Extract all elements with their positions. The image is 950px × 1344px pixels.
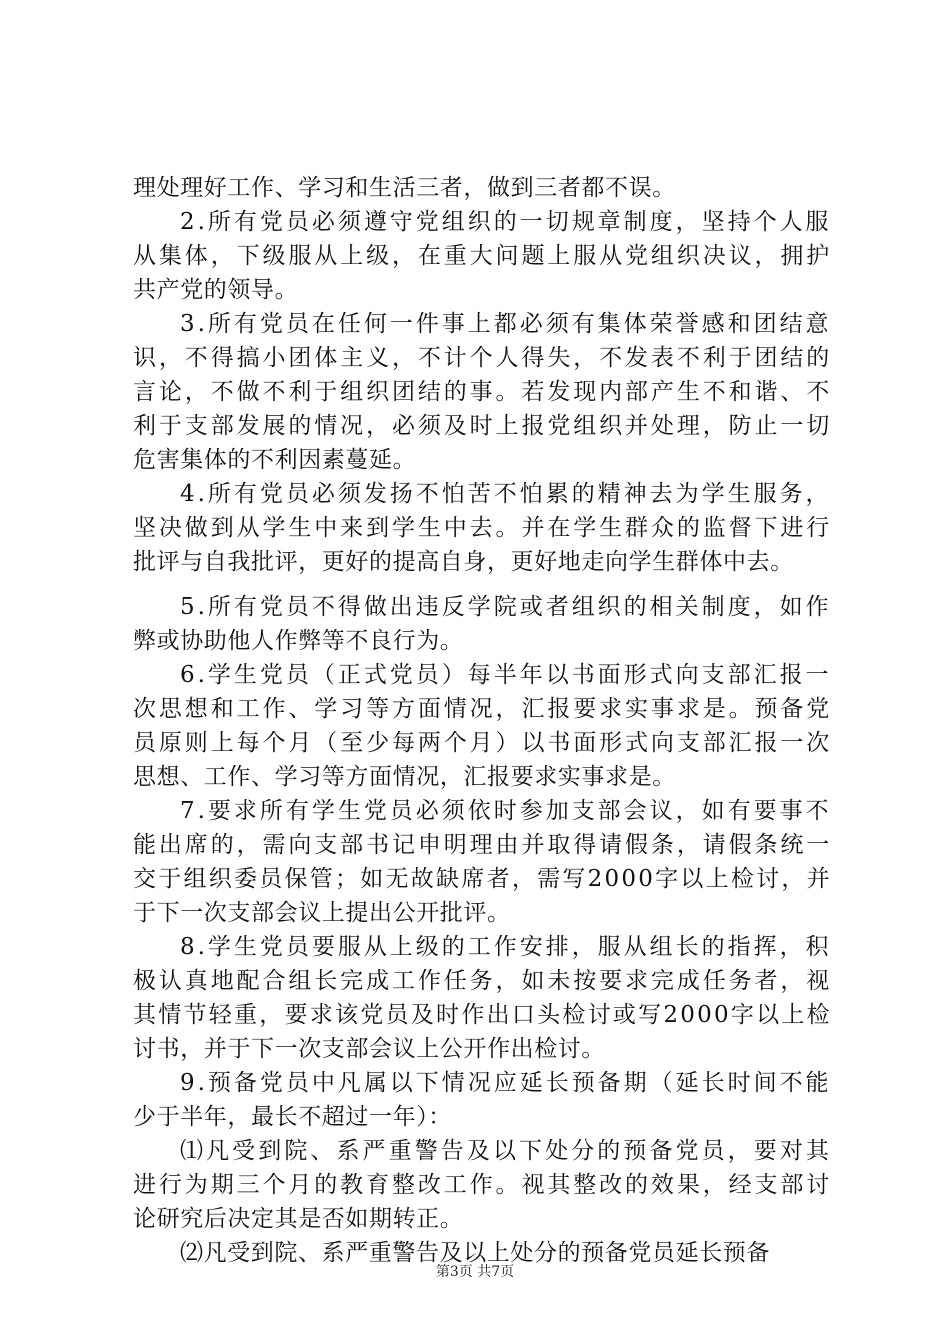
text-line: 共产党的领导。 <box>133 277 299 303</box>
page-footer: 第3页 共7页 <box>435 1264 515 1280</box>
text-line: 思想、工作、学习等方面情况，汇报要求实事求是。 <box>133 764 676 790</box>
text-line: 利于支部发展的情况，必须及时上报党组织并处理，防止一切 <box>133 413 833 439</box>
text-line: 弊或协助他人作弊等不良行为。 <box>133 628 464 654</box>
text-line: 进行为期三个月的教育整改工作。视其整改的效果，经支部讨 <box>133 1172 833 1198</box>
text-line: 4.所有党员必须发扬不怕苦不怕累的精神去为学生服务， <box>180 481 832 507</box>
text-line: ⑴凡受到院、系严重警告及以下处分的预备党员，要对其 <box>180 1138 832 1164</box>
text-line: 次思想和工作、学习等方面情况，汇报要求实事求是。预备党 <box>133 696 833 722</box>
text-line: 讨书，并于下一次支部会议上公开作出检讨。 <box>133 1036 605 1062</box>
text-line: 其情节轻重，要求该党员及时作出口头检讨或写2000字以上检 <box>133 1002 832 1028</box>
text-line: 员原则上每个月（至少每两个月）以书面形式向支部汇报一次 <box>133 730 833 756</box>
text-line: 危害集体的不利因素蔓延。 <box>133 447 417 473</box>
text-line: 9.预备党员中凡属以下情况应延长预备期（延长时间不能 <box>180 1070 832 1096</box>
text-line: 6.学生党员（正式党员）每半年以书面形式向支部汇报一 <box>180 662 832 688</box>
text-line: 批评与自我批评，更好的提高自身，更好地走向学生群体中去。 <box>133 549 794 575</box>
text-line: 交于组织委员保管；如无故缺席者，需写2000字以上检讨，并 <box>133 866 832 892</box>
text-line: 8.学生党员要服从上级的工作安排，服从组长的指挥，积 <box>180 934 832 960</box>
text-line: ⑵凡受到院、系严重警告及以上处分的预备党员延长预备 <box>180 1240 770 1266</box>
text-line: 于下一次支部会议上提出公开批评。 <box>133 900 511 926</box>
text-line: 5.所有党员不得做出违反学院或者组织的相关制度，如作 <box>180 594 832 620</box>
text-line: 极认真地配合组长完成工作任务，如未按要求完成任务者，视 <box>133 968 833 994</box>
text-line: 少于半年，最长不超过一年）： <box>133 1104 452 1130</box>
text-line: 论研究后决定其是否如期转正。 <box>133 1206 464 1232</box>
text-line: 从集体，下级服从上级，在重大问题上服从党组织决议，拥护 <box>133 243 833 269</box>
text-line: 理处理好工作、学习和生活三者，做到三者都不误。 <box>133 175 676 201</box>
text-line: 2.所有党员必须遵守党组织的一切规章制度，坚持个人服 <box>180 209 832 235</box>
text-line: 坚决做到从学生中来到学生中去。并在学生群众的监督下进行 <box>133 515 833 541</box>
text-line: 言论，不做不利于组织团结的事。若发现内部产生不和谐、不 <box>133 379 833 405</box>
text-line: 能出席的，需向支部书记申明理由并取得请假条，请假条统一 <box>133 832 833 858</box>
text-line: 3.所有党员在任何一件事上都必须有集体荣誉感和团结意 <box>180 311 832 337</box>
text-line: 识，不得搞小团体主义，不计个人得失，不发表不利于团结的 <box>133 345 833 371</box>
text-line: 7.要求所有学生党员必须依时参加支部会议，如有要事不 <box>180 798 832 824</box>
